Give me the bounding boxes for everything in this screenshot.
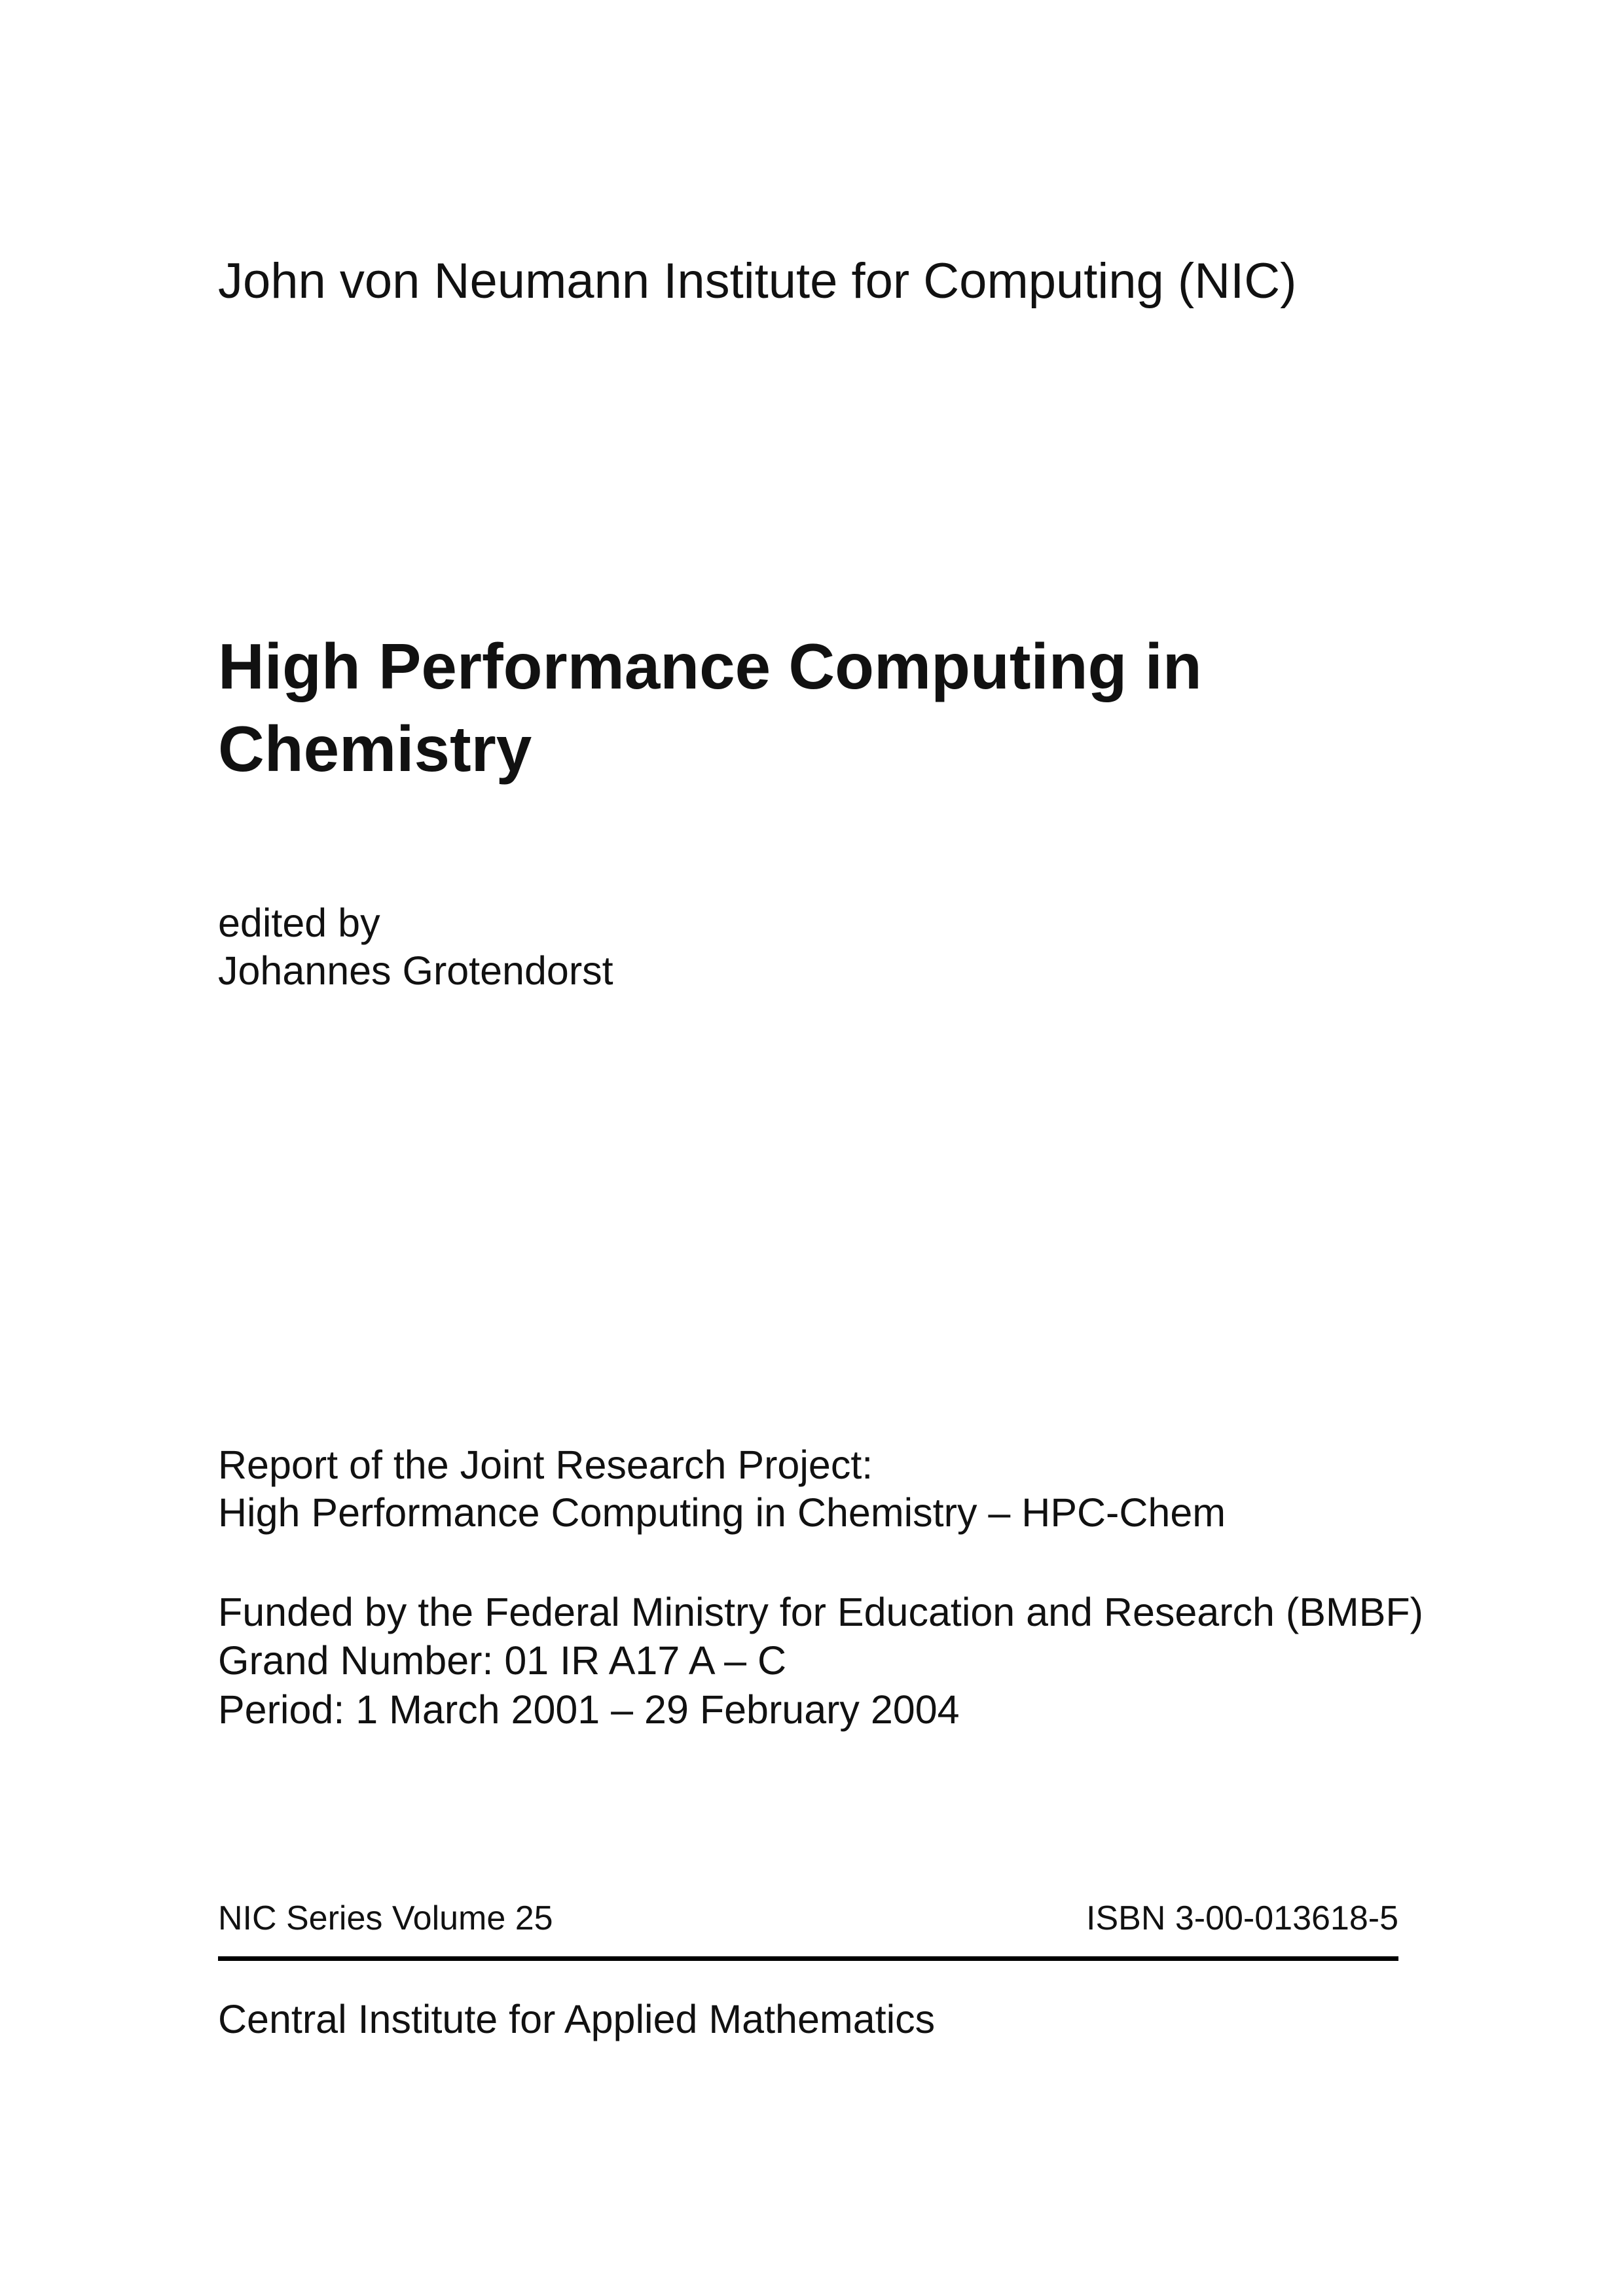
book-title bbox=[218, 625, 1202, 790]
funding-line: Funded by the Federal Ministry for Education and Research (BMBF) bbox=[218, 1590, 1423, 1634]
edited-by-label: edited by bbox=[218, 901, 380, 945]
series-volume: NIC Series Volume 25 bbox=[218, 1899, 553, 1937]
book-title-line-2: Chemistry bbox=[218, 713, 532, 785]
isbn: ISBN 3-00-013618-5 bbox=[1086, 1899, 1398, 1937]
report-line-2: High Performance Computing in Chemistry – HPC-Chem bbox=[218, 1490, 1226, 1535]
report-line-1: Report of the Joint Research Project: bbox=[218, 1443, 873, 1487]
institute-name: John von Neumann Institute for Computing (NIC) bbox=[218, 253, 1297, 309]
book-title-line-1: High Performance Computing in bbox=[218, 630, 1202, 702]
editor-name: Johannes Grotendorst bbox=[218, 948, 613, 993]
period-line: Period: 1 March 2001 – 29 February 2004 bbox=[218, 1687, 960, 1732]
footer-divider bbox=[218, 1956, 1398, 1961]
footer-row bbox=[218, 1899, 1398, 1938]
grant-number-line: Grand Number: 01 IR A17 A – C bbox=[218, 1638, 787, 1683]
publisher-name: Central Institute for Applied Mathematics bbox=[218, 1997, 936, 2041]
